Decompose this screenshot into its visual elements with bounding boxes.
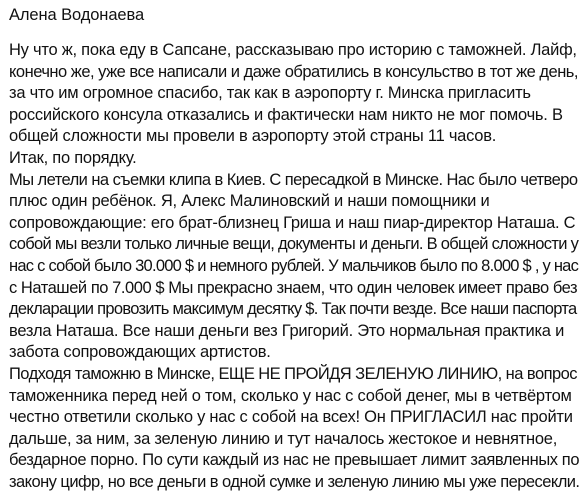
post-author: Алена Водонаева xyxy=(9,6,145,24)
post-text-line: Мы летели на съемки клипа в Киев. С пересадкой в Минске. Нас было четверо xyxy=(9,170,578,189)
post-text-line: забота сопровождающих артистов. xyxy=(9,343,271,362)
post-text-line: везла Наташа. Все наши деньги вез Григорий. Это нормальная практика и xyxy=(9,321,565,340)
post-text-line: общей сложности мы провели в аэропорту этой страны 11 часов. xyxy=(9,127,497,146)
post-text-line: Ну что ж, пока еду в Сапсане, рассказываю про историю с таможней. Лайф, xyxy=(9,41,577,59)
post-text-line: плюс один ребёнок. Я, Алекс Малиновский и наши помощники и xyxy=(9,192,490,211)
post-text-line: сопровождающие: его брат-близнец Гриша и наш пиар-директор Наташа. С xyxy=(9,213,576,232)
post-text-line: за что им огромное спасибо, так как в аэропорту г. Минска пригласить xyxy=(9,84,531,103)
post-text-line: конечно же, уже все написали и даже обратились в консульство в тот же день, xyxy=(9,62,578,81)
post-text-line: дальше, за ним, за зеленую линию и тут началось жестокое и невнятное, xyxy=(9,429,558,448)
post-text-line: Подходя таможню в Минске, ЕЩЕ НЕ ПРОЙДЯ ЗЕЛЕНУЮ ЛИНИЮ, на вопрос xyxy=(9,364,577,383)
post-body xyxy=(9,40,579,493)
post-text-line: с Наташей по 7.000 $ Мы прекрасно знаем, что один человек имеет право без xyxy=(9,278,578,297)
post-text-line: закону цифр, но все деньги в одной сумке и зеленую линию мы уже пересекли. xyxy=(9,472,580,491)
post-text-line: нас с собой было 30.000 $ и немного рублей. У мальчиков было по 8.000 $ , у нас xyxy=(9,256,579,275)
post-text-line: российского консула отказались и фактически нам никто не мог помочь. В xyxy=(9,105,563,124)
post-text-line: честно ответили сколько у нас с собой на всех! Он ПРИГЛАСИЛ нас пройти xyxy=(9,408,573,427)
post-text-line: бездарное порно. По сути каждый из нас не превышает лимит заявленных по xyxy=(9,451,580,470)
post-text-line: декларации провозить максимум десятку $. Так почти везде. Все наши паспорта xyxy=(9,300,577,319)
post-text-line: таможенника перед ней о том, сколько у нас с собой денег, мы в четвёртом xyxy=(9,386,572,405)
post-text-line: Итак, по порядку. xyxy=(9,148,137,167)
post-text-line: собой мы везли только личные вещи, документы и деньги. В общей сложности у xyxy=(9,235,579,254)
